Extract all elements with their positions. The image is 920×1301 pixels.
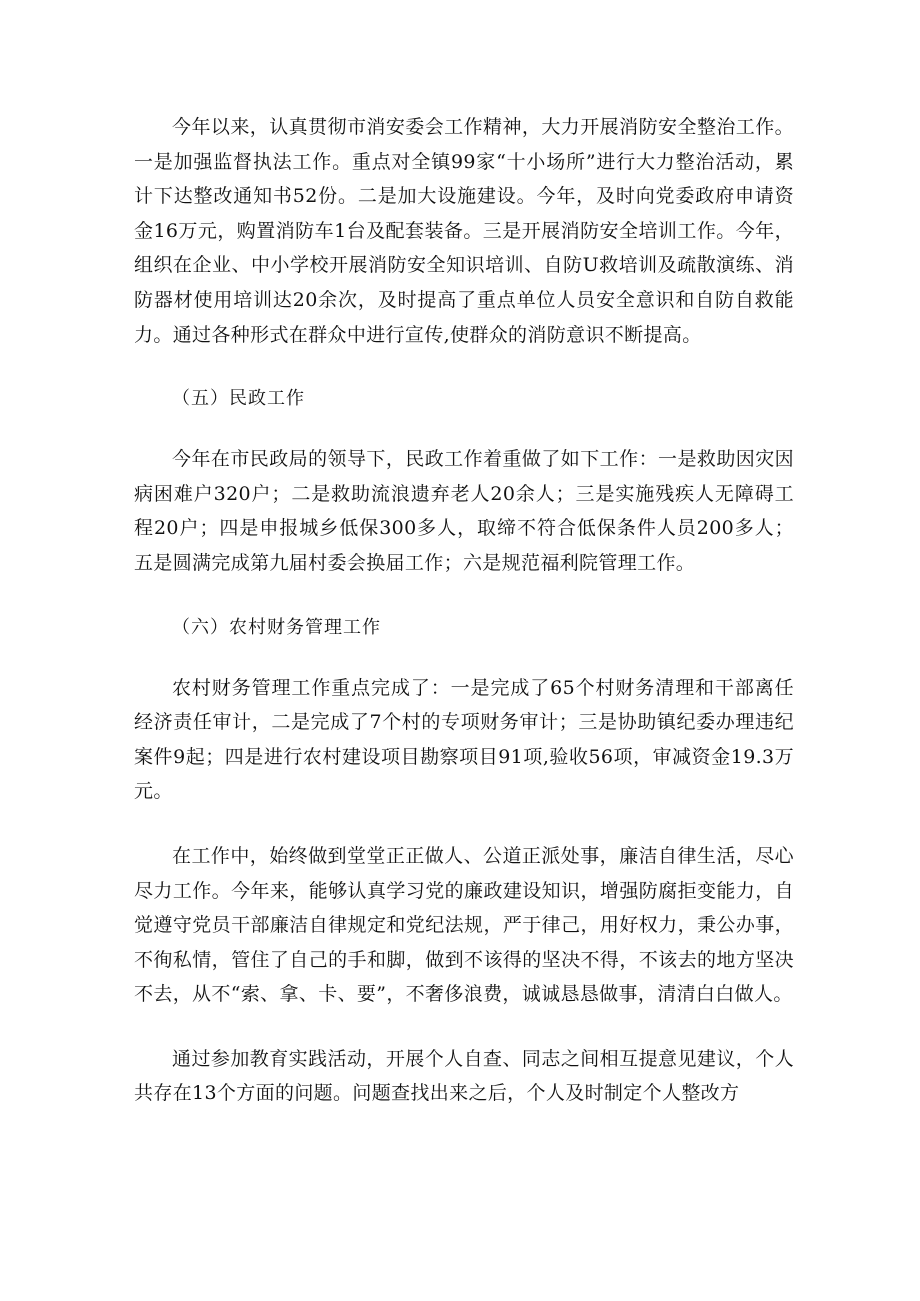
section-heading-rural-finance: （六）农村财务管理工作 bbox=[172, 616, 381, 638]
paragraph-integrity: 在工作中，始终做到堂堂正正做人、公道正派处事，廉洁自律生活，尽心尽力工作。今年来，能够认真学习党的廉政建设知识，增强防腐拒变能力，自觉遵守党员干部廉洁自律规定和党纪法规，严于律己，用好权力，秉公办事，不徇私情，管住了自己的手和脚，做到不该得的坚决不得，不该去的地方坚决不去，从不“索、拿、卡、要”，不奢侈浪费，诚诚恳恳做事，清清白白做人。 bbox=[134, 844, 794, 1006]
spacer bbox=[134, 809, 794, 839]
paragraph-rural-finance: 农村财务管理工作重点完成了：一是完成了65个村财务清理和干部离任经济责任审计，二是完成了7个村的专项财务审计；三是协助镇纪委办理违纪案件9起；四是进行农村建设项目勘察项目91项,验收56项，审减资金19.3万元。 bbox=[134, 676, 794, 803]
paragraph-self-inspection: 通过参加教育实践活动，开展个人自查、同志之间相互提意见建议，个人共存在13个方面的问题。问题查找出来之后，个人及时制定个人整改方 bbox=[134, 1047, 794, 1105]
document-body bbox=[134, 110, 794, 1111]
spacer bbox=[134, 1012, 794, 1042]
spacer bbox=[134, 352, 794, 382]
paragraph-civil-affairs: 今年在市民政局的领导下，民政工作着重做了如下工作：一是救助因灾因病困难户320户；二是救助流浪遗弃老人20余人；三是实施残疾人无障碍工程20户；四是申报城乡低保300多人，取缔不符合低保条件人员200多人；五是圆满完成第九届村委会换届工作；六是规范福利院管理工作。 bbox=[134, 448, 794, 574]
section-heading-civil-affairs: （五）民政工作 bbox=[172, 388, 305, 410]
spacer bbox=[134, 645, 794, 671]
spacer bbox=[134, 581, 794, 611]
paragraph-fire-safety: 今年以来，认真贯彻市消安委会工作精神，大力开展消防安全整治工作。一是加强监督执法工作。重点对全镇99家“十小场所”进行大力整治活动，累计下达整改通知书52份。二是加大设施建设。今年，及时向党委政府申请资金16万元，购置消防车1台及配套装备。三是开展消防安全培训工作。今年，组织在企业、中小学校开展消防安全知识培训、自防U救培训及疏散演练、消防器材使用培训达20余次，及时提高了重点单位人员安全意识和自防自救能力。通过各种形式在群众中进行宣传,使群众的消防意识不断提高。 bbox=[134, 116, 794, 346]
spacer bbox=[134, 416, 794, 442]
